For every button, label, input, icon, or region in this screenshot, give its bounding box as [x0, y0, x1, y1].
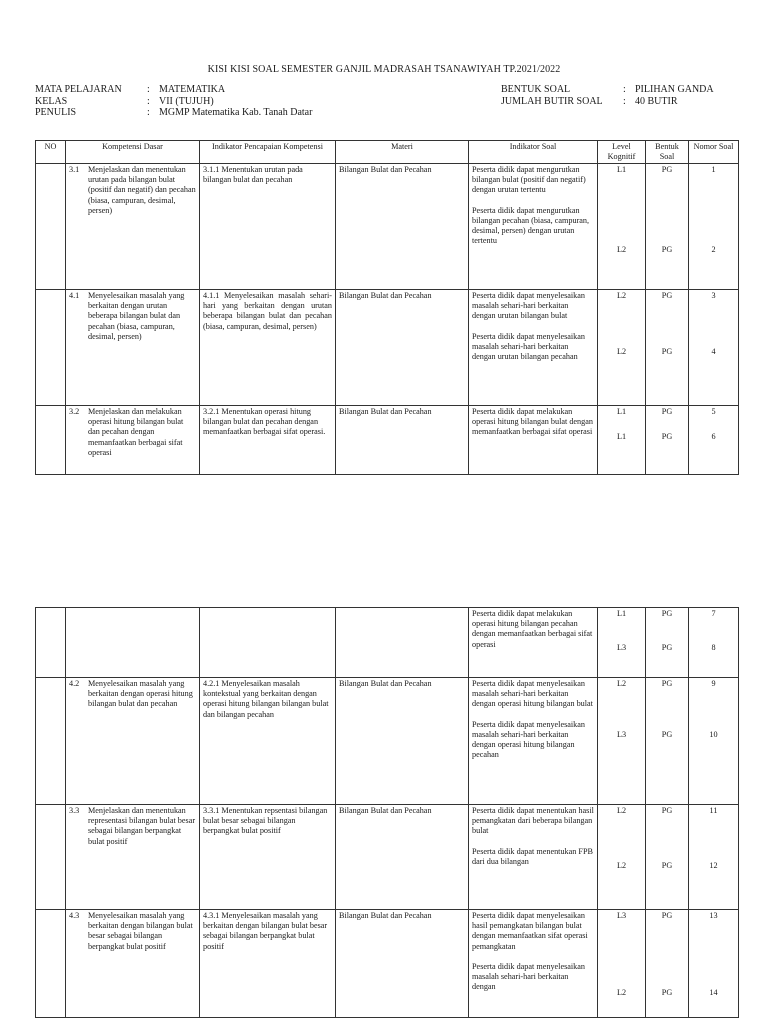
- bentuk-value: PG: [661, 165, 673, 174]
- level-value: L1: [616, 407, 627, 416]
- header-no: NO: [36, 141, 66, 164]
- nomor-value: 1: [711, 165, 716, 174]
- header-bentuk-soal: Bentuk Soal: [646, 141, 689, 164]
- cell-level: [598, 910, 646, 1018]
- cell-indikator-soal: [469, 406, 598, 475]
- cell-kompetensi-dasar: [66, 678, 200, 805]
- document-title: KISI KISI SOAL SEMESTER GANJIL MADRASAH TSANAWIYAH TP.2021/2022: [207, 64, 561, 75]
- nomor-value: 2: [711, 245, 716, 255]
- meta-label: PENULIS: [35, 107, 77, 118]
- bentuk-value: PG: [661, 609, 673, 618]
- cell-bentuk: [646, 406, 689, 475]
- table-row: [36, 608, 739, 678]
- cell-indikator-pencapaian: 3.3.1 Menentukan repsentasi bilangan bulat besar sebagai bilangan berpangkat bulat positif: [200, 805, 336, 910]
- header-level-kognitif: Level Kognitif: [598, 141, 646, 164]
- cell-bentuk: [646, 805, 689, 910]
- kd-number: 4.2: [69, 679, 80, 688]
- meta-value: VII (TUJUH): [159, 95, 214, 107]
- cell-kompetensi-dasar: [66, 910, 200, 1018]
- header-indikator-soal: Indikator Soal: [469, 141, 598, 164]
- kd-number: 3.1: [69, 165, 80, 174]
- cell-indikator-pencapaian: 3.2.1 Menentukan operasi hitung bilangan bulat dan pecahan dengan memanfaatkan berbagai sifat operasi.: [200, 406, 336, 475]
- cell-indikator-soal: [469, 805, 598, 910]
- cell-level: [598, 805, 646, 910]
- table-row: [36, 910, 739, 1018]
- meta-left: [35, 84, 312, 119]
- nomor-value: 5: [711, 407, 716, 416]
- level-value: L2: [616, 806, 627, 815]
- table-row: [36, 678, 739, 805]
- meta-colon: :: [623, 95, 626, 107]
- cell-materi: Bilangan Bulat dan Pecahan: [336, 164, 469, 290]
- cell-kompetensi-dasar: [66, 290, 200, 406]
- meta-label: BENTUK SOAL: [501, 84, 571, 95]
- meta-row-mata-pelajaran: [35, 84, 312, 96]
- meta-value: 40 BUTIR: [635, 95, 678, 107]
- cell-nomor: [689, 406, 739, 475]
- cell-level: [598, 678, 646, 805]
- indikator-item: Peserta didik dapat mengurutkan bilangan pecahan (biasa, campuran, desimal, persen) dengan urutan tertentu: [472, 205, 590, 246]
- meta-value: PILIHAN GANDA: [635, 84, 714, 95]
- nomor-value: 13: [709, 911, 718, 920]
- bentuk-value: PG: [661, 643, 673, 653]
- cell-materi: Bilangan Bulat dan Pecahan: [336, 678, 469, 805]
- nomor-value: 6: [711, 432, 716, 442]
- table-header-row: [36, 141, 739, 164]
- header-kompetensi-dasar: Kompetensi Dasar: [66, 141, 200, 164]
- level-value: L1: [616, 165, 627, 174]
- indikator-item: Peserta didik dapat melakukan operasi hitung bilangan bulat dengan memanfaatkan berbagai sifat operasi: [472, 407, 593, 437]
- indikator-item: Peserta didik dapat menyelesaikan hasil pemangkatan bilangan bulat dengan memanfaatkan sifat operasi pemangkatan: [472, 911, 588, 951]
- indikator-item: Peserta didik dapat menyelesaikan masalah sehari-hari berkaitan dengan: [472, 961, 585, 992]
- indikator-item: Peserta didik dapat menyelesaikan masalah sehari-hari berkaitan dengan urutan bilangan pecahan: [472, 331, 585, 362]
- meta-value: MATEMATIKA: [159, 84, 226, 95]
- level-value: L3: [616, 730, 627, 740]
- cell-nomor: [689, 805, 739, 910]
- kd-text: Menjelaskan dan menentukan urutan pada bilangan bulat (positif dan negatif) dan pecahan (biasa, campuran, desimal, persen): [88, 165, 196, 215]
- meta-label: MATA PELAJARAN: [35, 84, 122, 95]
- cell-materi: Bilangan Bulat dan Pecahan: [336, 406, 469, 475]
- meta-colon: :: [623, 84, 626, 95]
- cell-level: [598, 608, 646, 678]
- kd-number: 4.3: [69, 911, 80, 920]
- indikator-item: Peserta didik dapat menyelesaikan masalah sehari-hari berkaitan dengan operasi hitung bilangan bulat: [472, 679, 593, 709]
- level-value: L2: [616, 347, 627, 357]
- cell-materi: Bilangan Bulat dan Pecahan: [336, 910, 469, 1018]
- cell-indikator-soal: [469, 164, 598, 290]
- kd-text: Menjelaskan dan melakukan operasi hitung bilangan bulat dan pecahan dengan memanfaatkan berbagai sifat operasi: [88, 407, 184, 457]
- meta-row-kelas: [35, 96, 312, 108]
- bentuk-value: PG: [661, 911, 673, 920]
- bentuk-value: PG: [661, 347, 673, 357]
- level-value: L2: [616, 291, 627, 300]
- table-row: [36, 290, 739, 406]
- kd-number: 3.2: [69, 407, 80, 416]
- kisi-kisi-table-page-1: [35, 140, 739, 475]
- cell-level: [598, 164, 646, 290]
- level-value: L2: [616, 988, 627, 998]
- cell-indikator-pencapaian: [200, 608, 336, 678]
- cell-nomor: [689, 164, 739, 290]
- cell-bentuk: [646, 608, 689, 678]
- cell-level: [598, 290, 646, 406]
- cell-level: [598, 406, 646, 475]
- cell-no: [36, 164, 66, 290]
- kisi-kisi-table-page-2: [35, 607, 739, 1018]
- cell-indikator-soal: [469, 910, 598, 1018]
- level-value: L3: [616, 911, 627, 920]
- cell-materi: [336, 608, 469, 678]
- cell-no: [36, 608, 66, 678]
- kd-text: Menjelaskan dan menentukan representasi bilangan bulat besar sebagai bilangan berpangkat bulat positif: [88, 806, 196, 846]
- meta-colon: :: [147, 84, 150, 95]
- bentuk-value: PG: [661, 432, 673, 442]
- level-value: L1: [616, 609, 627, 618]
- meta-right: [501, 84, 714, 107]
- cell-no: [36, 910, 66, 1018]
- cell-nomor: [689, 290, 739, 406]
- nomor-value: 4: [711, 347, 716, 357]
- cell-no: [36, 290, 66, 406]
- meta-value: MGMP Matematika Kab. Tanah Datar: [159, 107, 313, 118]
- meta-label: JUMLAH BUTIR SOAL: [501, 95, 603, 107]
- cell-indikator-pencapaian: 4.1.1 Menyelesaikan masalah sehari-hari yang berkaitan dengan urutan beberapa bilangan bulat dan pecahan (biasa, campuran, desimal, persen): [200, 290, 336, 406]
- level-value: L2: [616, 861, 627, 871]
- cell-indikator-soal: [469, 608, 598, 678]
- kd-text: Menyelesaikan masalah yang berkaitan dengan operasi hitung bilangan bulat dan pecahan: [88, 679, 193, 709]
- cell-no: [36, 805, 66, 910]
- nomor-value: 3: [711, 291, 716, 300]
- bentuk-value: PG: [661, 407, 673, 416]
- nomor-value: 10: [709, 730, 718, 740]
- cell-indikator-pencapaian: 4.3.1 Menyelesaikan masalah yang berkaitan dengan bilangan bulat besar sebagai bilangan berpangkat bulat positif: [200, 910, 336, 1018]
- cell-indikator-soal: [469, 290, 598, 406]
- bentuk-value: PG: [661, 806, 673, 815]
- header-nomor-soal: Nomor Soal: [689, 141, 739, 164]
- bentuk-value: PG: [661, 988, 673, 998]
- nomor-value: 14: [709, 988, 718, 998]
- level-value: L1: [616, 432, 627, 442]
- cell-no: [36, 406, 66, 475]
- table-row: [36, 164, 739, 290]
- table-row: [36, 805, 739, 910]
- cell-indikator-pencapaian: 4.2.1 Menyelesaikan masalah kontekstual yang berkaitan dengan operasi hitung bilangan bilangan bulat dan bilangan pecahan: [200, 678, 336, 805]
- cell-kompetensi-dasar: [66, 608, 200, 678]
- cell-nomor: [689, 910, 739, 1018]
- bentuk-value: PG: [661, 245, 673, 255]
- kd-text: Menyelesaikan masalah yang berkaitan dengan bilangan bulat besar sebagai bilangan berpangkat bulat positif: [88, 911, 193, 951]
- meta-colon: :: [147, 95, 150, 107]
- bentuk-value: PG: [661, 679, 673, 688]
- cell-bentuk: [646, 290, 689, 406]
- cell-kompetensi-dasar: [66, 164, 200, 290]
- meta-label: KELAS: [35, 95, 68, 107]
- cell-nomor: [689, 608, 739, 678]
- indikator-item: Peserta didik dapat menyelesaikan masalah sehari-hari berkaitan dengan operasi hitung bilangan pecahan: [472, 719, 585, 760]
- nomor-value: 8: [711, 643, 716, 653]
- header-indikator-pencapaian: Indikator Pencapaian Kompetensi: [200, 141, 336, 164]
- bentuk-value: PG: [661, 291, 673, 300]
- nomor-value: 12: [709, 861, 718, 871]
- meta-row-penulis: [35, 107, 312, 119]
- header-materi: Materi: [336, 141, 469, 164]
- meta-row-bentuk-soal: [501, 84, 714, 96]
- cell-materi: Bilangan Bulat dan Pecahan: [336, 290, 469, 406]
- cell-nomor: [689, 678, 739, 805]
- indikator-item: Peserta didik dapat menentukan hasil pemangkatan dari beberapa bilangan bulat: [472, 806, 594, 836]
- table-row: [36, 406, 739, 475]
- kd-number: 3.3: [69, 806, 80, 815]
- cell-bentuk: [646, 678, 689, 805]
- cell-kompetensi-dasar: [66, 406, 200, 475]
- nomor-value: 9: [711, 679, 716, 688]
- cell-kompetensi-dasar: [66, 805, 200, 910]
- meta-colon: :: [147, 107, 150, 118]
- cell-materi: Bilangan Bulat dan Pecahan: [336, 805, 469, 910]
- meta-row-jumlah-butir: [501, 96, 714, 108]
- kd-number: 4.1: [69, 291, 80, 300]
- nomor-value: 11: [709, 806, 718, 815]
- cell-bentuk: [646, 910, 689, 1018]
- cell-no: [36, 678, 66, 805]
- nomor-value: 7: [711, 609, 716, 618]
- indikator-item: Peserta didik dapat menentukan FPB dari dua bilangan: [472, 846, 593, 866]
- bentuk-value: PG: [661, 730, 673, 740]
- kd-text: Menyelesaikan masalah yang berkaitan dengan urutan beberapa bilangan bulat dan pecahan (biasa, campuran, desimal, persen): [88, 291, 185, 341]
- indikator-item: Peserta didik dapat mengurutkan bilangan bulat (positif dan negatif) dengan urutan tertentu: [472, 165, 586, 195]
- level-value: L2: [616, 679, 627, 688]
- indikator-item: Peserta didik dapat menyelesaikan masalah sehari-hari berkaitan dengan urutan bilangan bulat: [472, 291, 585, 321]
- bentuk-value: PG: [661, 861, 673, 871]
- cell-indikator-soal: [469, 678, 598, 805]
- cell-bentuk: [646, 164, 689, 290]
- level-value: L3: [616, 643, 627, 653]
- indikator-item: Peserta didik dapat melakukan operasi hitung bilangan pecahan dengan memanfaatkan berbagai sifat operasi: [472, 609, 593, 649]
- cell-indikator-pencapaian: 3.1.1 Menentukan urutan pada bilangan bulat dan pecahan: [200, 164, 336, 290]
- level-value: L2: [616, 245, 627, 255]
